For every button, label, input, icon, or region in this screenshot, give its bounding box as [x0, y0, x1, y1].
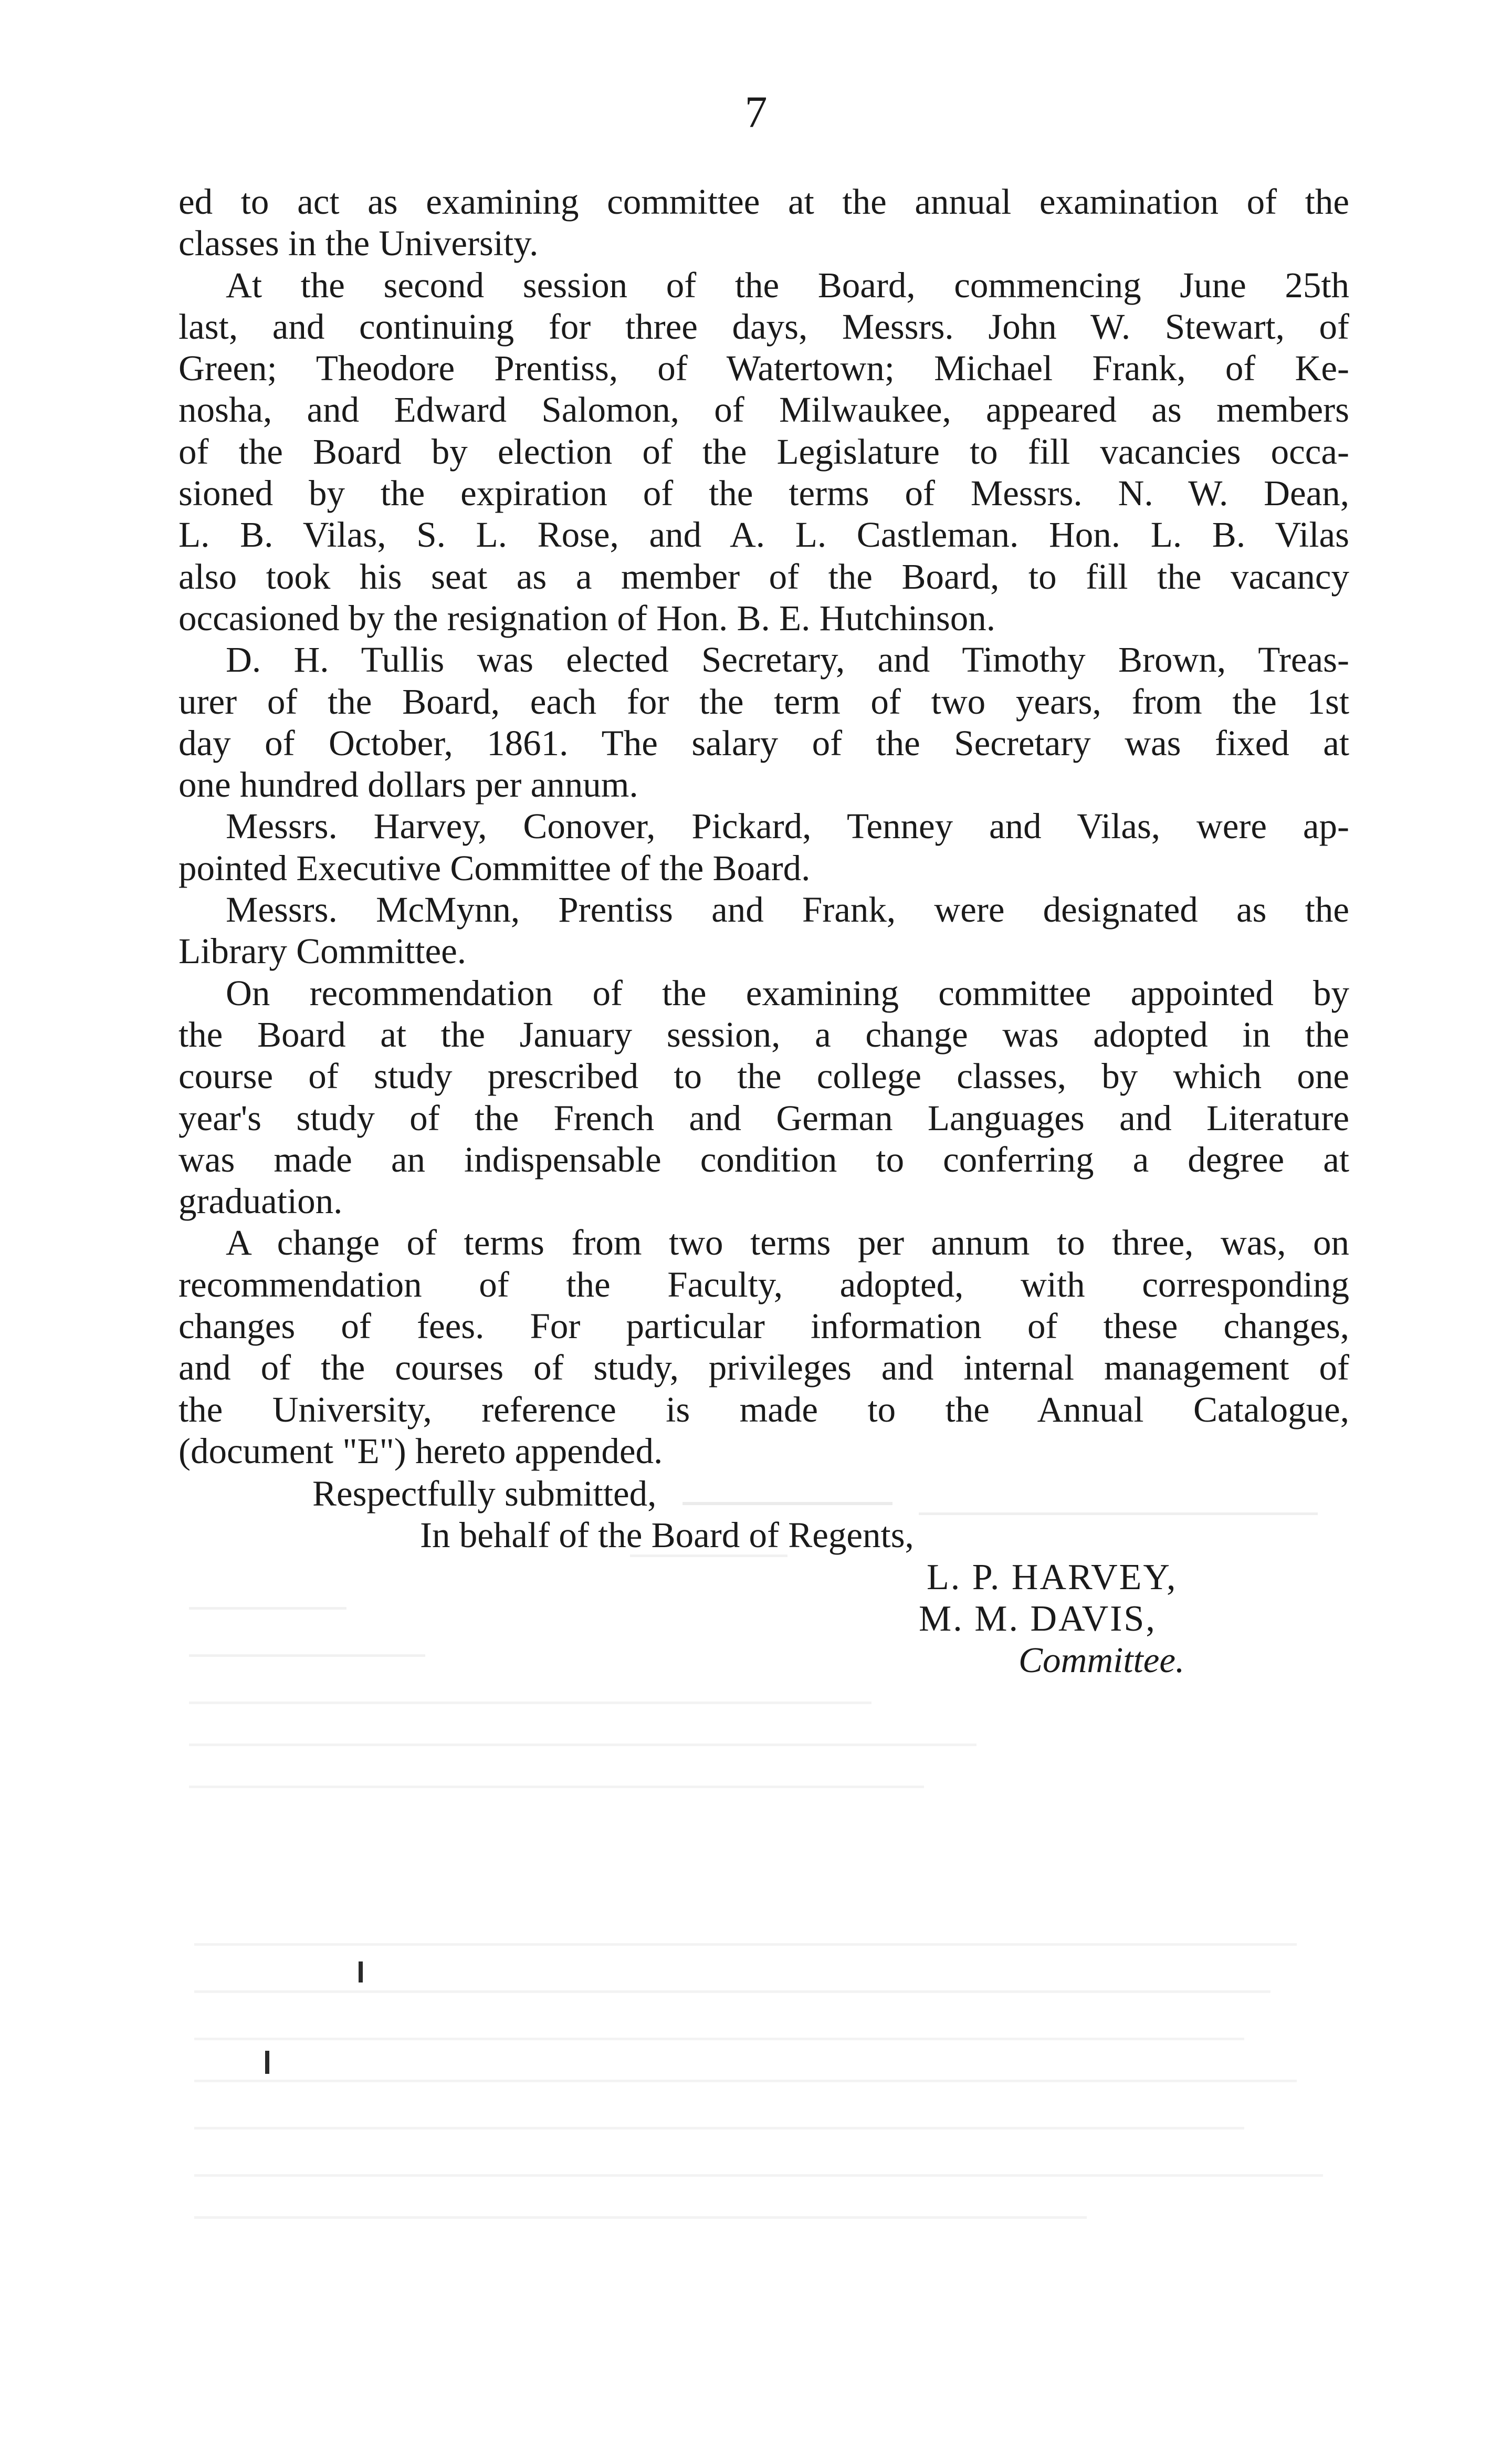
behalf-line: In behalf of the Board of Regents,	[420, 1515, 914, 1556]
body-line: the University, reference is made to the Annual Catalogue,	[178, 1389, 1349, 1429]
body-line: changes of fees. For particular information of these changes,	[178, 1306, 1349, 1347]
body-line: also took his seat as a member of the Board, to fill the vacancy	[178, 556, 1349, 597]
body-line: pointed Executive Committee of the Board.	[178, 848, 811, 888]
signatory-name: L. P. HARVEY,	[927, 1557, 1178, 1598]
body-line: one hundred dollars per annum.	[178, 765, 638, 805]
body-line: was made an indispensable condition to conferring a degree at	[178, 1139, 1349, 1180]
body-line: recommendation of the Faculty, adopted, with corresponding	[178, 1264, 1349, 1305]
body-line: the Board at the January session, a change was adopted in the	[178, 1014, 1349, 1055]
body-line: classes in the University.	[178, 223, 539, 264]
body-line: Green; Theodore Prentiss, of Watertown; Michael Frank, of Ke-	[178, 348, 1349, 389]
body-line: last, and continuing for three days, Messrs. John W. Stewart, of	[178, 306, 1349, 347]
body-line: course of study prescribed to the college classes, by which one	[178, 1056, 1349, 1097]
signatory-name: M. M. DAVIS,	[919, 1598, 1157, 1639]
body-line: At the second session of the Board, commencing June 25th	[226, 265, 1349, 305]
body-line: urer of the Board, each for the term of two years, from the 1st	[178, 681, 1349, 722]
body-line: On recommendation of the examining committee appointed by	[226, 973, 1349, 1013]
body-line: nosha, and Edward Salomon, of Milwaukee, appeared as members	[178, 390, 1349, 430]
body-line: Messrs. McMynn, Prentiss and Frank, were designated as the	[226, 890, 1349, 930]
body-line: graduation.	[178, 1181, 343, 1222]
body-line: year's study of the French and German Languages and Literature	[178, 1098, 1349, 1138]
body-line: ed to act as examining committee at the annual examination of the	[178, 182, 1349, 222]
body-line: L. B. Vilas, S. L. Rose, and A. L. Castleman. Hon. L. B. Vilas	[178, 515, 1349, 555]
body-line: and of the courses of study, privileges and internal management of	[178, 1348, 1349, 1388]
body-line: occasioned by the resignation of Hon. B. E. Hutchinson.	[178, 598, 996, 638]
body-line: day of October, 1861. The salary of the Secretary was fixed at	[178, 723, 1349, 763]
signatory-role: Committee.	[1018, 1640, 1185, 1681]
body-line: Library Committee.	[178, 931, 467, 972]
body-line: (document "E") hereto appended.	[178, 1431, 663, 1471]
body-line: of the Board by election of the Legislature to fill vacancies occa-	[178, 431, 1349, 472]
body-line: D. H. Tullis was elected Secretary, and Timothy Brown, Treas-	[226, 640, 1349, 680]
page-number: 7	[744, 87, 768, 137]
body-line: A change of terms from two terms per annum to three, was, on	[226, 1223, 1349, 1263]
body-line: sioned by the expiration of the terms of Messrs. N. W. Dean,	[178, 473, 1349, 514]
closing-line: Respectfully submitted,	[312, 1474, 657, 1514]
stray-ink-marks	[265, 1961, 363, 2074]
body-line: Messrs. Harvey, Conover, Pickard, Tenney and Vilas, were ap-	[226, 806, 1349, 847]
faint-marks	[189, 1502, 1323, 2219]
